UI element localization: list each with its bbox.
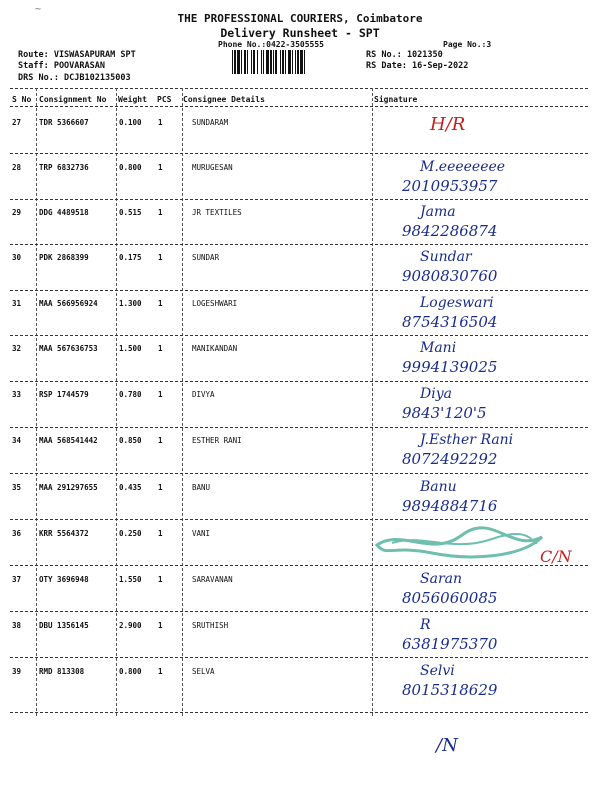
cell-pcs: 1 xyxy=(158,575,163,584)
barcode-bar xyxy=(263,50,264,74)
cell-consignment: TDR 5366607 xyxy=(39,118,89,127)
row-divider xyxy=(10,199,588,200)
signature-phone: 9894884716 xyxy=(402,497,498,515)
cell-consignment: MAA 568541442 xyxy=(39,436,98,445)
row-divider xyxy=(10,381,588,382)
cell-sno: 34 xyxy=(12,436,22,445)
cell-sno: 27 xyxy=(12,118,22,127)
barcode-bar xyxy=(295,50,296,74)
cell-consignee: SRUTHISH xyxy=(192,621,229,630)
col-consignee: Consignee Details xyxy=(183,95,265,104)
cell-weight: 0.800 xyxy=(119,163,142,172)
cell-pcs: 1 xyxy=(158,299,163,308)
divider xyxy=(10,88,588,89)
column-rule xyxy=(372,88,373,716)
cell-consignee: JR TEXTILES xyxy=(192,208,242,217)
barcode xyxy=(232,50,360,74)
cell-sno: 37 xyxy=(12,575,22,584)
route-label: Route: VISWASAPURAM SPT xyxy=(18,50,136,60)
cell-consignee: SELVA xyxy=(192,667,215,676)
row-divider xyxy=(10,712,588,713)
column-rule xyxy=(182,88,183,716)
barcode-bar xyxy=(234,50,236,74)
row-divider xyxy=(10,473,588,474)
signature-name: Sundar xyxy=(420,249,472,265)
cell-consignee: SARAVANAN xyxy=(192,575,233,584)
cell-consignment: RSP 1744579 xyxy=(39,390,89,399)
cell-pcs: 1 xyxy=(158,667,163,676)
cell-consignee: MANIKANDAN xyxy=(192,344,238,353)
column-rule xyxy=(116,88,117,716)
barcode-bar xyxy=(288,50,291,74)
signature-name: M.eeeeeeee xyxy=(420,159,506,175)
barcode-bar xyxy=(244,50,246,74)
cell-consignment: MAA 291297655 xyxy=(39,483,98,492)
barcode-bar xyxy=(275,50,277,74)
cell-pcs: 1 xyxy=(158,118,163,127)
cell-weight: 0.850 xyxy=(119,436,142,445)
cell-consignment: RMD 813308 xyxy=(39,667,85,676)
cell-consignment: TRP 6832736 xyxy=(39,163,89,172)
col-weight: Weight xyxy=(118,95,147,104)
cell-weight: 0.800 xyxy=(119,667,142,676)
cell-pcs: 1 xyxy=(158,436,163,445)
cell-pcs: 1 xyxy=(158,529,163,538)
row-divider xyxy=(10,153,588,154)
signature-phone: 8754316504 xyxy=(402,313,498,331)
staff-label: Staff: POOVARASAN xyxy=(18,61,105,71)
cell-weight: 1.550 xyxy=(119,575,142,584)
row-divider xyxy=(10,519,588,520)
barcode-bar xyxy=(270,50,272,74)
cell-weight: 2.900 xyxy=(119,621,142,630)
signature-phone: 9842286874 xyxy=(402,222,498,240)
row-divider xyxy=(10,657,588,658)
barcode-bar xyxy=(251,50,252,74)
signature-phone: 9843'120'5 xyxy=(402,404,487,422)
row-divider xyxy=(10,290,588,291)
cell-sno: 35 xyxy=(12,483,22,492)
cell-consignee: MURUGESAN xyxy=(192,163,233,172)
cell-sno: 31 xyxy=(12,299,22,308)
cell-consignee: BANU xyxy=(192,483,211,492)
cell-pcs: 1 xyxy=(158,390,163,399)
document-subtitle: Delivery Runsheet - SPT xyxy=(220,26,380,40)
col-consignment: Consignment No xyxy=(39,95,107,104)
cell-weight: 0.100 xyxy=(119,118,142,127)
signature-name: H/R xyxy=(430,114,466,135)
cell-pcs: 1 xyxy=(158,344,163,353)
cell-consignee: ESTHER RANI xyxy=(192,436,242,445)
cell-consignment: PDK 2868399 xyxy=(39,253,89,262)
barcode-bar xyxy=(257,50,258,74)
row-divider xyxy=(10,611,588,612)
signature-name: Saran xyxy=(420,571,462,587)
cell-weight: 0.435 xyxy=(119,483,142,492)
cell-consignee: DIVYA xyxy=(192,390,215,399)
cell-pcs: 1 xyxy=(158,208,163,217)
signature-phone: 6381975370 xyxy=(402,635,498,653)
barcode-bar xyxy=(292,50,293,74)
row-divider xyxy=(10,335,588,336)
barcode-bar xyxy=(232,50,233,74)
cell-sno: 28 xyxy=(12,163,22,172)
drs-number: DRS No.: DCJB102135003 xyxy=(18,73,131,83)
col-signature: Signature xyxy=(374,95,418,104)
barcode-bar xyxy=(304,50,305,74)
cell-consignment: MAA 567636753 xyxy=(39,344,98,353)
col-sno: S No xyxy=(12,95,32,104)
row-divider xyxy=(10,427,588,428)
rs-date: RS Date: 16-Sep-2022 xyxy=(366,61,469,71)
divider xyxy=(10,106,588,107)
signature-phone: 8072492292 xyxy=(402,450,498,468)
barcode-bar xyxy=(300,50,303,74)
signature-phone: 8056060085 xyxy=(402,589,498,607)
signature-name: Logeswari xyxy=(420,295,494,311)
signature-phone: 2010953957 xyxy=(402,177,498,195)
cell-pcs: 1 xyxy=(158,253,163,262)
barcode-bar xyxy=(266,50,269,74)
phone-number: Phone No.:0422-3505555 xyxy=(218,40,324,49)
cell-pcs: 1 xyxy=(158,621,163,630)
signature-note: C/N xyxy=(540,547,572,566)
barcode-bar xyxy=(247,50,248,74)
barcode-bar xyxy=(273,50,274,74)
signature-phone: 9080830760 xyxy=(402,267,498,285)
barcode-bar xyxy=(253,50,255,74)
cell-weight: 0.250 xyxy=(119,529,142,538)
barcode-bar xyxy=(282,50,284,74)
barcode-bar xyxy=(280,50,281,74)
barcode-bar xyxy=(297,50,299,74)
barcode-bar xyxy=(285,50,286,74)
scan-mark: ~ xyxy=(35,4,42,15)
cell-consignment: MAA 566956924 xyxy=(39,299,98,308)
col-pcs: PCS xyxy=(157,95,172,104)
rs-number: RS No.: 1021350 xyxy=(366,50,443,60)
cell-sno: 32 xyxy=(12,344,22,353)
footer-mark: /N xyxy=(436,735,458,756)
cell-consignee: LOGESHWARI xyxy=(192,299,238,308)
signature-phone: 9994139025 xyxy=(402,358,498,376)
signature-name: Jama xyxy=(420,204,456,220)
cell-pcs: 1 xyxy=(158,483,163,492)
barcode-bar xyxy=(241,50,242,74)
document-title: THE PROFESSIONAL COURIERS, Coimbatore xyxy=(177,12,423,25)
page-number: Page No.:3 xyxy=(443,40,492,49)
cell-sno: 29 xyxy=(12,208,22,217)
cell-weight: 1.500 xyxy=(119,344,142,353)
signature-name: Diya xyxy=(420,386,452,402)
scribble-mark xyxy=(372,523,552,563)
cell-sno: 36 xyxy=(12,529,22,538)
row-divider xyxy=(10,565,588,566)
row-divider xyxy=(10,244,588,245)
cell-consignment: DBU 1356145 xyxy=(39,621,89,630)
cell-consignment: KRR 5564372 xyxy=(39,529,89,538)
cell-consignee: VANI xyxy=(192,529,211,538)
cell-weight: 0.780 xyxy=(119,390,142,399)
signature-name: Mani xyxy=(420,340,457,356)
signature-name: Selvi xyxy=(420,663,455,679)
cell-weight: 0.515 xyxy=(119,208,142,217)
cell-pcs: 1 xyxy=(158,163,163,172)
column-rule xyxy=(36,88,37,716)
signature-phone: 8015318629 xyxy=(402,681,498,699)
signature-name: R xyxy=(420,617,431,633)
cell-consignment: DDG 4489518 xyxy=(39,208,89,217)
signature-name: Banu xyxy=(420,479,457,495)
barcode-bar xyxy=(237,50,240,74)
barcode-bar xyxy=(261,50,262,74)
cell-consignment: OTY 3696948 xyxy=(39,575,89,584)
signature-name: J.Esther Rani xyxy=(420,432,514,448)
cell-weight: 0.175 xyxy=(119,253,142,262)
cell-sno: 30 xyxy=(12,253,22,262)
cell-weight: 1.300 xyxy=(119,299,142,308)
cell-sno: 33 xyxy=(12,390,22,399)
cell-consignee: SUNDAR xyxy=(192,253,220,262)
cell-sno: 38 xyxy=(12,621,22,630)
cell-consignee: SUNDARAM xyxy=(192,118,229,127)
cell-sno: 39 xyxy=(12,667,22,676)
